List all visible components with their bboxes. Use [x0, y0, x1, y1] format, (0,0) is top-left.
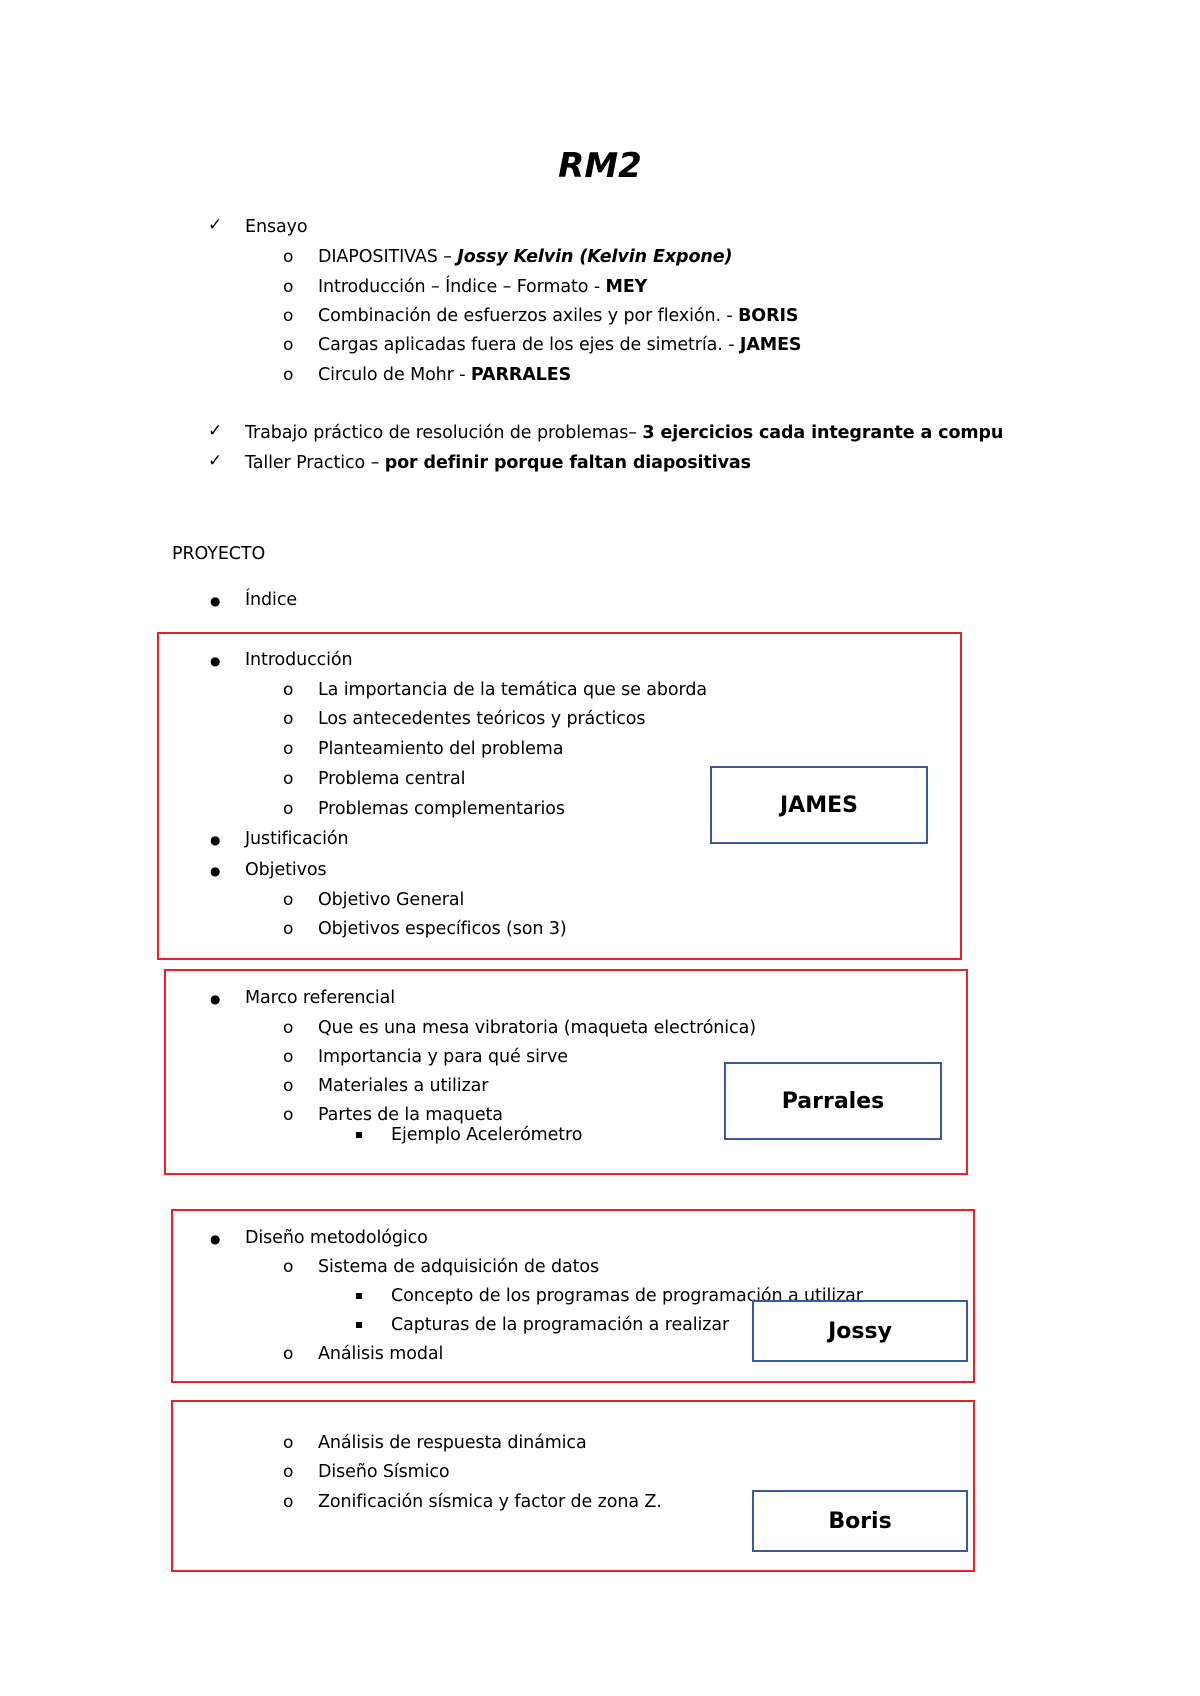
circle-bullet-icon: o — [283, 919, 294, 939]
bullet-icon: ● — [210, 1232, 221, 1246]
diseno-subitem: Análisis modal — [318, 1344, 444, 1364]
check-icon: ✓ — [208, 451, 223, 471]
bullet-icon: ● — [210, 594, 221, 608]
intro-subitem: La importancia de la temática que se aborda — [318, 680, 707, 700]
circle-bullet-icon: o — [283, 1257, 294, 1277]
marco-item: Marco referencial — [245, 988, 396, 1008]
trabajo-line: Trabajo práctico de resolución de problemas– 3 ejercicios cada integrante a compu — [245, 423, 1004, 443]
circle-bullet-icon: o — [283, 769, 294, 789]
diseno-subsubitem: Concepto de los programas de programación a utilizar — [391, 1286, 863, 1306]
square-bullet-icon — [356, 1132, 362, 1138]
circle-bullet-icon: o — [283, 1462, 294, 1482]
intro-subitem: Problemas complementarios — [318, 799, 565, 819]
bullet-icon: ● — [210, 992, 221, 1006]
marco-subitem: Importancia y para qué sirve — [318, 1047, 568, 1067]
circle-bullet-icon: o — [283, 709, 294, 729]
circle-bullet-icon: o — [283, 1344, 294, 1364]
marco-subsubitem: Ejemplo Acelerómetro — [391, 1125, 583, 1145]
page-title: RM2 — [558, 146, 642, 186]
objetivos-item: Objetivos — [245, 860, 327, 880]
circle-bullet-icon: o — [283, 739, 294, 759]
bullet-icon: ● — [210, 864, 221, 878]
marco-subitem: Partes de la maqueta — [318, 1105, 503, 1125]
intro-subitem: Los antecedentes teóricos y prácticos — [318, 709, 646, 729]
diseno-subsubitem: Capturas de la programación a realizar — [391, 1315, 730, 1335]
proyecto-heading: PROYECTO — [172, 544, 266, 564]
indice-item: Índice — [245, 590, 298, 610]
ensayo-item: Combinación de esfuerzos axiles y por flexión. - BORIS — [318, 306, 799, 326]
circle-bullet-icon: o — [283, 680, 294, 700]
circle-bullet-icon: o — [283, 1433, 294, 1453]
circle-bullet-icon: o — [283, 335, 294, 355]
justificacion-item: Justificación — [245, 829, 349, 849]
circle-bullet-icon: o — [283, 1492, 294, 1512]
circle-bullet-icon: o — [283, 890, 294, 910]
marco-subitem: Que es una mesa vibratoria (maqueta electrónica) — [318, 1018, 756, 1038]
ensayo-item: Introducción – Índice – Formato - MEY — [318, 277, 648, 297]
circle-bullet-icon: o — [283, 306, 294, 326]
objetivos-subitem: Objetivo General — [318, 890, 465, 910]
circle-bullet-icon: o — [283, 277, 294, 297]
bullet-icon: ● — [210, 654, 221, 668]
square-bullet-icon — [356, 1322, 362, 1328]
diseno-subitem: Sistema de adquisición de datos — [318, 1257, 600, 1277]
ensayo-label: Ensayo — [245, 217, 308, 237]
analisis-subitem: Diseño Sísmico — [318, 1462, 450, 1482]
circle-bullet-icon: o — [283, 1047, 294, 1067]
analisis-subitem: Análisis de respuesta dinámica — [318, 1433, 587, 1453]
assignee-box-boris: Boris — [752, 1490, 968, 1552]
taller-line: Taller Practico – por definir porque faltan diapositivas — [245, 453, 751, 473]
check-icon: ✓ — [208, 421, 223, 441]
assignee-box-parrales: Parrales — [724, 1062, 942, 1140]
intro-subitem: Problema central — [318, 769, 466, 789]
ensayo-item: DIAPOSITIVAS – Jossy Kelvin (Kelvin Expone) — [318, 247, 733, 267]
circle-bullet-icon: o — [283, 1076, 294, 1096]
bullet-icon: ● — [210, 833, 221, 847]
circle-bullet-icon: o — [283, 247, 294, 267]
diseno-item: Diseño metodológico — [245, 1228, 428, 1248]
marco-subitem: Materiales a utilizar — [318, 1076, 489, 1096]
circle-bullet-icon: o — [283, 1018, 294, 1038]
assignee-box-jossy: Jossy — [752, 1300, 968, 1362]
circle-bullet-icon: o — [283, 1105, 294, 1125]
check-icon: ✓ — [208, 215, 223, 235]
analisis-subitem: Zonificación sísmica y factor de zona Z. — [318, 1492, 662, 1512]
introduccion-item: Introducción — [245, 650, 353, 670]
objetivos-subitem: Objetivos específicos (son 3) — [318, 919, 567, 939]
ensayo-item: Circulo de Mohr - PARRALES — [318, 365, 572, 385]
circle-bullet-icon: o — [283, 365, 294, 385]
assignee-box-james: JAMES — [710, 766, 928, 844]
circle-bullet-icon: o — [283, 799, 294, 819]
intro-subitem: Planteamiento del problema — [318, 739, 564, 759]
ensayo-item: Cargas aplicadas fuera de los ejes de simetría. - JAMES — [318, 335, 802, 355]
square-bullet-icon — [356, 1293, 362, 1299]
